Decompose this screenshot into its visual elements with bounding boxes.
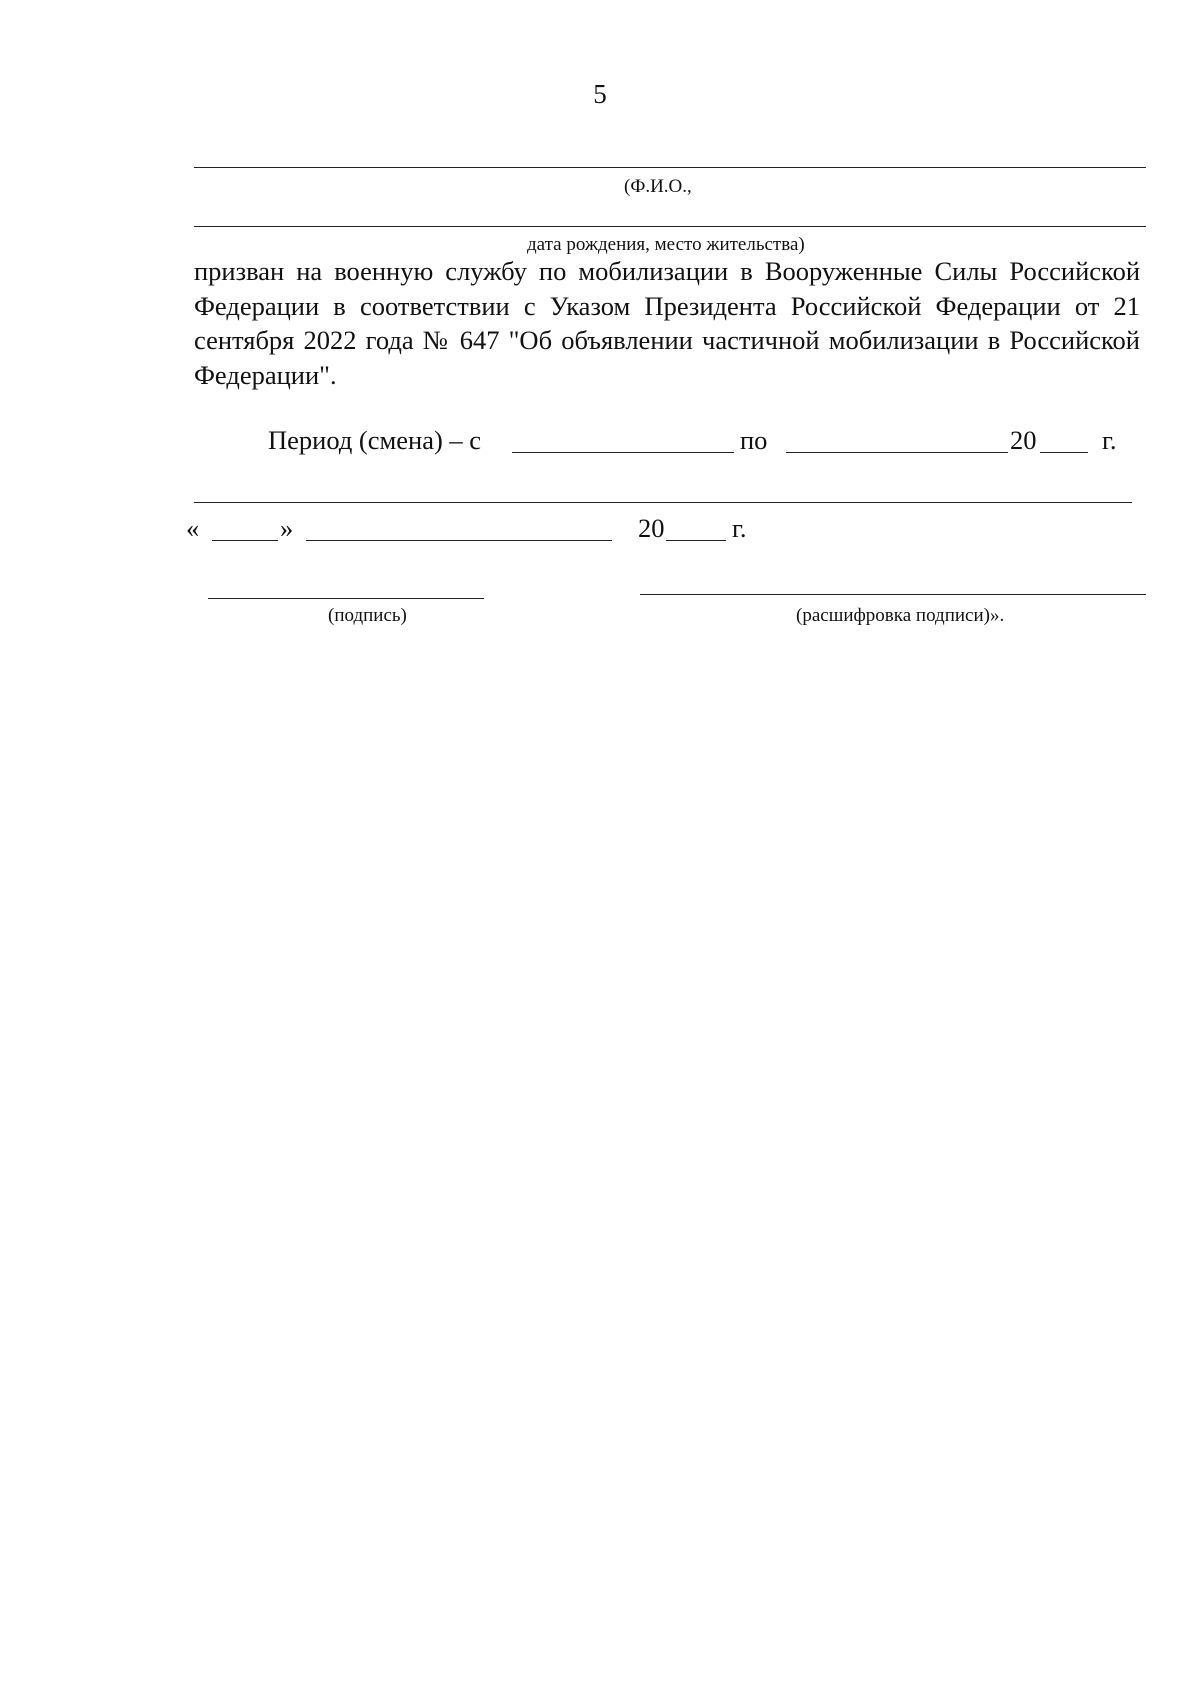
signature-line xyxy=(208,598,484,599)
period-year-prefix: 20 xyxy=(1010,425,1037,455)
date-day-blank xyxy=(212,540,278,541)
date-year-prefix: 20 xyxy=(638,513,665,543)
date-month-blank xyxy=(306,540,612,541)
fio-line xyxy=(194,167,1146,168)
long-blank-line xyxy=(194,502,1132,503)
signature-caption: (подпись) xyxy=(328,605,407,626)
birth-residence-caption: дата рождения, место жительства) xyxy=(527,234,805,255)
date-open-quote: « xyxy=(186,513,200,543)
period-label: Период (смена) – с xyxy=(268,425,482,455)
date-year-suffix: г. xyxy=(732,513,747,543)
date-year-blank xyxy=(666,540,726,541)
period-to-label: по xyxy=(740,425,768,455)
signature-decryption-caption: (расшифровка подписи)». xyxy=(796,605,1005,626)
page-number: 5 xyxy=(593,79,607,109)
mobilization-paragraph: призван на военную службу по мобилизации в Вооруженные Силы Российской Федерации в соответствии с Указом Президента Российской Федерации от 21 сентября 2022 года № 647 "Об объявлении частичной мобилизации в Российской Федерации". xyxy=(194,256,1140,390)
date-close-quote: » xyxy=(280,513,294,543)
signature-decryption-line xyxy=(640,594,1146,595)
period-to-blank xyxy=(786,452,1008,453)
fio-caption: (Ф.И.О., xyxy=(624,176,692,197)
period-year-suffix: г. xyxy=(1102,425,1117,455)
period-year-blank xyxy=(1040,452,1088,453)
period-from-blank xyxy=(512,452,734,453)
birth-residence-line xyxy=(194,226,1146,227)
